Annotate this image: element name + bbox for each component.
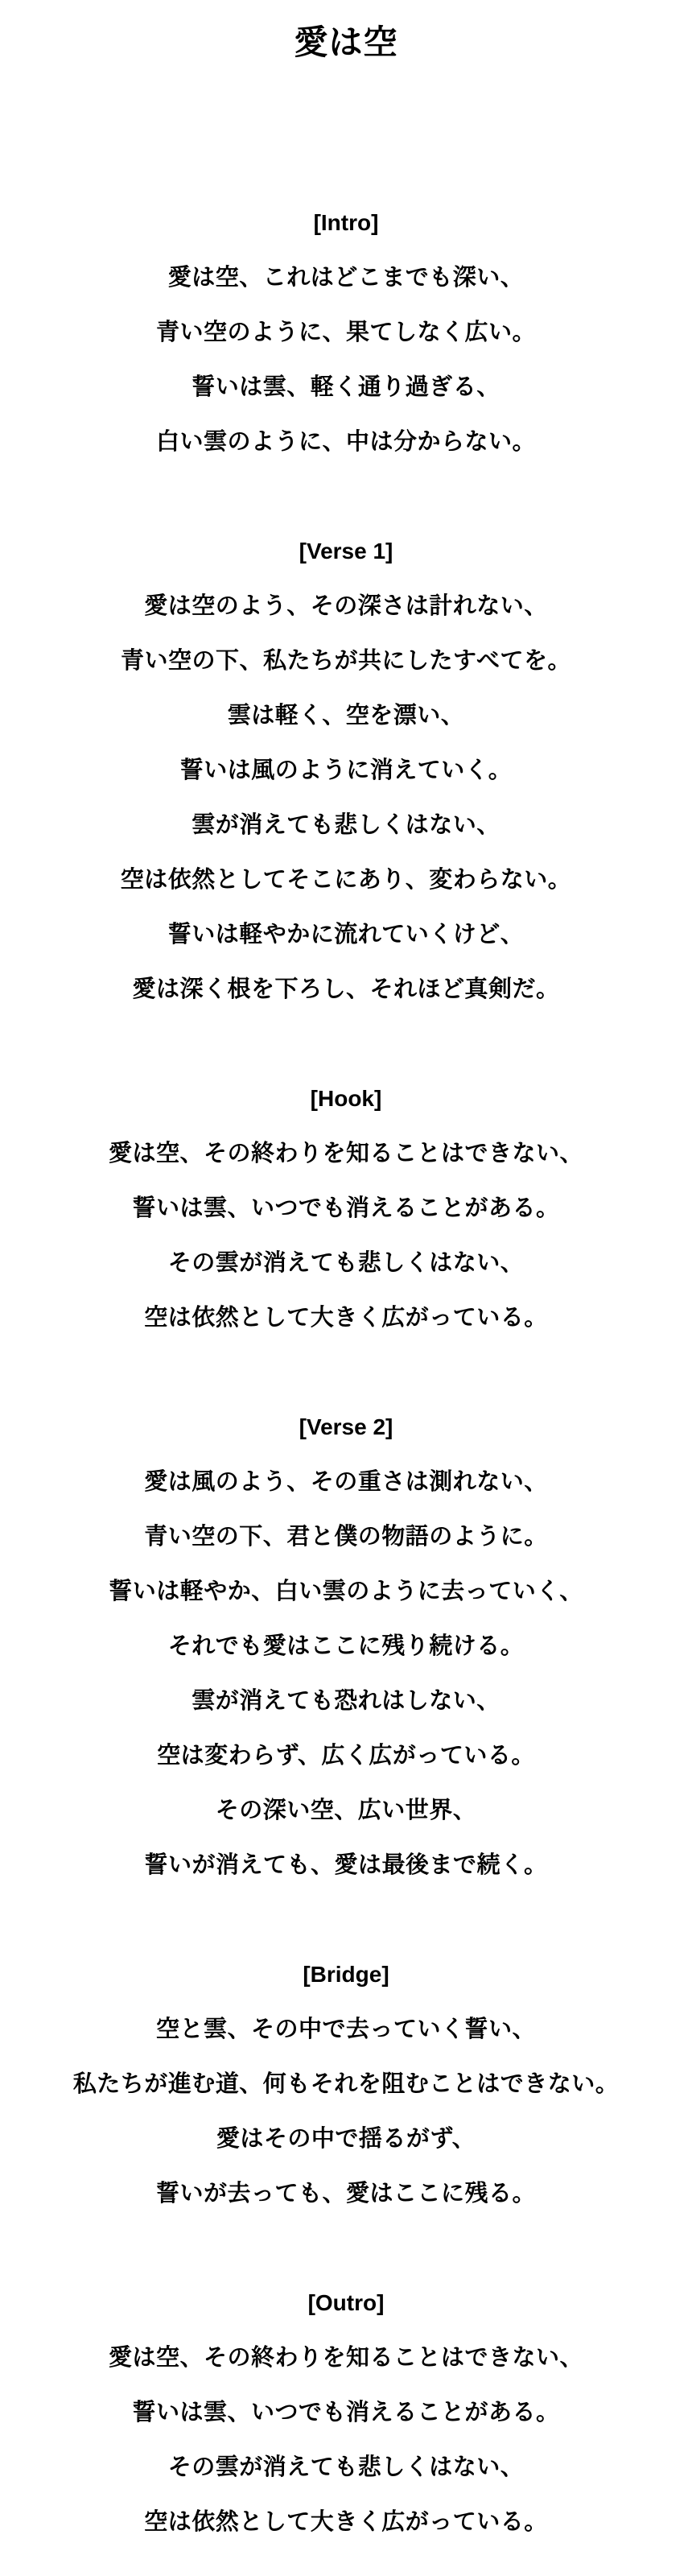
section-label: [Verse 2] xyxy=(299,1414,393,1439)
song-section xyxy=(16,1400,676,1893)
lyric-line: それでも愛はここに残り続ける。 xyxy=(167,1633,525,1659)
lyric-line: 誓いは雲、いつでも消えることがある。 xyxy=(132,1195,560,1221)
lyric-line: 誓いは軽やかに流れていくけど、 xyxy=(167,922,525,947)
song-section xyxy=(16,1071,676,1345)
lyric-line: 愛は風のよう、その重さは測れない、 xyxy=(144,1469,548,1495)
lyric-line: 空は変わらず、広く広がっている。 xyxy=(157,1743,535,1769)
lyric-line: その雲が消えても悲しくはない、 xyxy=(167,1250,525,1276)
lyric-line: 青い空の下、君と僕の物語のように。 xyxy=(144,1524,548,1550)
lyric-line: 誓いは雲、いつでも消えることがある。 xyxy=(132,2400,560,2425)
lyric-line: 愛は深く根を下ろし、それほど真剣だ。 xyxy=(132,976,560,1002)
song-section xyxy=(16,524,676,1017)
page-title: 愛は空 xyxy=(294,23,398,61)
section-label: [Intro] xyxy=(313,210,379,235)
lyric-line: その雲が消えても悲しくはない、 xyxy=(167,2454,525,2480)
lyric-line: 空は依然としてそこにあり、変わらない。 xyxy=(120,867,572,893)
lyric-line: 青い空のように、果てしなく広い。 xyxy=(155,320,536,345)
lyric-line: 私たちが進む道、何もそれを阻むことはできない。 xyxy=(72,2071,620,2097)
lyric-line: 空と雲、その中で去っていく誓い、 xyxy=(155,2017,536,2042)
song-section xyxy=(16,196,676,469)
song-section xyxy=(16,1947,676,2221)
lyric-line: 誓いは軽やか、白い雲のように去っていく、 xyxy=(109,1579,583,1604)
lyric-line: 愛は空、その終わりを知ることはできない、 xyxy=(108,2345,583,2371)
lyric-line: 雲が消えても悲しくはない、 xyxy=(192,812,500,838)
lyric-line: 白い雲のように、中は分からない。 xyxy=(155,429,536,455)
lyrics-document xyxy=(16,196,676,2549)
lyric-line: 愛は空、その終わりを知ることはできない、 xyxy=(108,1141,583,1166)
lyric-line: 空は依然として大きく広がっている。 xyxy=(144,2509,548,2535)
section-label: [Verse 1] xyxy=(299,539,393,564)
lyric-line: 青い空の下、私たちが共にしたすべてを。 xyxy=(121,648,571,674)
section-label: [Bridge] xyxy=(303,1962,389,1987)
lyric-line: 誓いが消えても、愛は最後まで続く。 xyxy=(144,1852,548,1878)
lyric-line: 雲は軽く、空を漂い、 xyxy=(227,703,465,729)
lyric-line: 誓いは雲、軽く通り過ぎる、 xyxy=(192,374,500,400)
lyric-line: 誓いが去っても、愛はここに残る。 xyxy=(155,2181,536,2207)
lyric-line: その深い空、広い世界、 xyxy=(215,1798,477,1823)
lyric-line: 空は依然として大きく広がっている。 xyxy=(144,1305,548,1331)
song-section xyxy=(16,2276,676,2549)
lyric-line: 愛はその中で揺るがず、 xyxy=(216,2126,476,2152)
lyric-line: 愛は空のよう、その深さは計れない、 xyxy=(144,593,548,619)
lyric-line: 愛は空、これはどこまでも深い、 xyxy=(167,265,525,291)
lyric-line: 誓いは風のように消えていく。 xyxy=(179,758,513,783)
section-label: [Hook] xyxy=(310,1086,382,1111)
lyric-line: 雲が消えても恐れはしない、 xyxy=(192,1688,500,1714)
section-label: [Outro] xyxy=(307,2290,385,2315)
